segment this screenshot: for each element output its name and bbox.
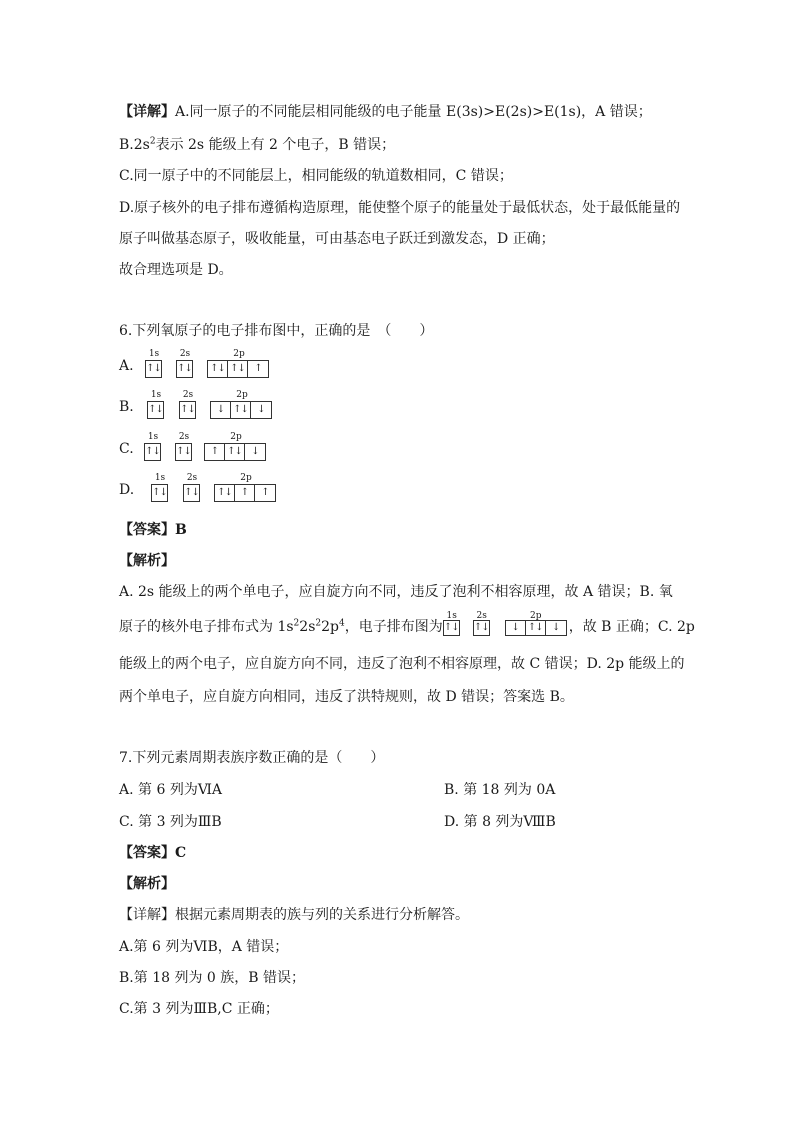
q7-stem: 7.下列元素周期表族序数正确的是（ ）: [119, 750, 385, 766]
orbital-cell: ↑↓: [215, 485, 235, 501]
orbital-cell: ↓: [552, 622, 560, 633]
q7-line-c: C.第 3 列为ⅢB,C 正确；: [119, 1001, 279, 1017]
superscript: 2: [315, 618, 322, 629]
orbital-cell: ↑↓: [526, 621, 546, 635]
q5-line2-sup: 2: [149, 136, 156, 147]
q6-analysis-line4: 两个单电子，应自旋方向相同，违反了洪特规则，故 D 错误；答案选 B。: [119, 689, 574, 705]
q7-option-c[interactable]: C. 第 3 列为ⅢB: [119, 814, 222, 830]
orbital-cell: ↑↓: [443, 622, 459, 633]
q6-analysis-line2: [119, 611, 695, 637]
orbital-label: 2p: [233, 349, 245, 359]
orbital-cell: ↓: [506, 621, 526, 635]
q5-line2-pre: B.2s: [119, 137, 150, 153]
q5-detail-line5: 原子叫做基态原子，吸收能量，可由基态电子跃迁到激发态，D 正确；: [119, 231, 555, 247]
option-letter: A.: [119, 358, 134, 374]
q5-detail-line1: [119, 102, 652, 122]
orbital-label: 2s: [182, 390, 194, 400]
q7-line-a: A.第 6 列为ⅥB，A 错误；: [119, 939, 289, 955]
orbital-label: 2s: [179, 349, 191, 359]
q7-line-b: B.第 18 列为 0 族，B 错误；: [119, 970, 305, 986]
analysis-text: 原子的核外电子排布式为 1s: [119, 619, 294, 635]
orbital-label: 2s: [476, 611, 487, 621]
option-letter: C.: [119, 441, 134, 457]
orbital-label: 1s: [148, 349, 160, 359]
orbital-cell: ↑: [235, 485, 255, 501]
option-letter: D.: [119, 482, 135, 498]
orbital-label: 1s: [154, 473, 166, 483]
q7-answer: 【答案】C: [119, 845, 187, 861]
orbital-label: 2p: [529, 611, 542, 621]
q6-analysis-line3: 能级上的两个电子，应自旋方向不同，违反了泡利不相容原理，故 C 错误；D. 2p 能级上的: [119, 656, 685, 672]
q6-analysis-tag: 【解析】: [119, 553, 175, 569]
q5-detail-line6: 故合理选项是 D。: [119, 262, 233, 278]
orbital-cell: ↑↓: [231, 402, 251, 418]
q6-analysis-line1: A. 2s 能级上的两个单电子，应自旋方向不同，违反了泡利不相容原理，故 A 错误；B. 氧: [119, 584, 673, 600]
q7-option-a[interactable]: A. 第 6 列为ⅥA: [119, 782, 223, 798]
orbital-cell: ↑↓: [146, 363, 161, 374]
analysis-text: ，故 B 正确；C. 2p: [568, 619, 695, 635]
orbital-label: 2p: [236, 390, 248, 400]
q5-detail-line3: C.同一原子中的不同能层上，相同能级的轨道数相同，C 错误；: [119, 168, 513, 184]
q5-detail-line4: D.原子核外的电子排布遵循构造原理，能使整个原子的能量处于最低状态，处于最低能量的: [119, 200, 681, 216]
q5-line2-post: 表示 2s 能级上有 2 个电子，B 错误；: [155, 137, 396, 153]
q5-detail-line2: [119, 135, 395, 155]
orbital-label: 1s: [147, 432, 159, 442]
orbital-cell: ↑↓: [176, 446, 191, 457]
orbital-cell: ↑: [254, 363, 262, 374]
orbital-cell: ↓: [211, 402, 231, 418]
superscript: 2: [293, 618, 300, 629]
q7-option-d[interactable]: D. 第 8 列为ⅧB: [444, 814, 556, 830]
orbital-cell: ↑↓: [473, 622, 489, 633]
superscript: 4: [338, 618, 345, 629]
orbital-cell: ↑↓: [180, 404, 195, 415]
orbital-cell: ↑: [205, 444, 225, 460]
orbital-cell: ↑: [261, 487, 269, 498]
orbital-label: 2p: [240, 473, 252, 483]
orbital-cell: ↑↓: [184, 487, 199, 498]
orbital-cell: ↑↓: [145, 446, 160, 457]
orbital-cell: ↑↓: [152, 487, 167, 498]
q7-option-b[interactable]: B. 第 18 列为 0A: [444, 782, 556, 798]
option-letter: B.: [119, 399, 134, 415]
orbital-cell: ↑↓: [208, 361, 228, 377]
orbital-label: 2p: [230, 432, 242, 442]
orbital-cell: ↑↓: [228, 361, 248, 377]
orbital-cell: ↓: [257, 404, 265, 415]
q6-stem: 6.下列氧原子的电子排布图中，正确的是 （ ）: [119, 323, 434, 339]
orbital-cell: ↑↓: [148, 404, 163, 415]
orbital-cell: ↑↓: [225, 444, 245, 460]
q6-answer: 【答案】B: [119, 522, 187, 538]
orbital-label: 2s: [186, 473, 198, 483]
q7-analysis-tag: 【解析】: [119, 876, 175, 892]
analysis-text: 2p: [321, 619, 339, 635]
q7-detail: 【详解】根据元素周期表的族与列的关系进行分析解答。: [119, 907, 469, 923]
orbital-label: 1s: [150, 390, 162, 400]
analysis-text: ，电子排布图为: [344, 619, 443, 635]
detail-tag: 【详解】: [119, 104, 175, 120]
q5-detail-text1: A.同一原子的不同能层相同能级的电子能量 E(3s)>E(2s)>E(1s)，A 错误；: [175, 104, 652, 120]
orbital-label: 1s: [446, 611, 457, 621]
analysis-text: 2s: [299, 619, 316, 635]
inline-orbital-diagram: [443, 611, 569, 637]
orbital-cell: ↑↓: [177, 363, 192, 374]
orbital-label: 2s: [178, 432, 190, 442]
orbital-cell: ↓: [251, 446, 259, 457]
